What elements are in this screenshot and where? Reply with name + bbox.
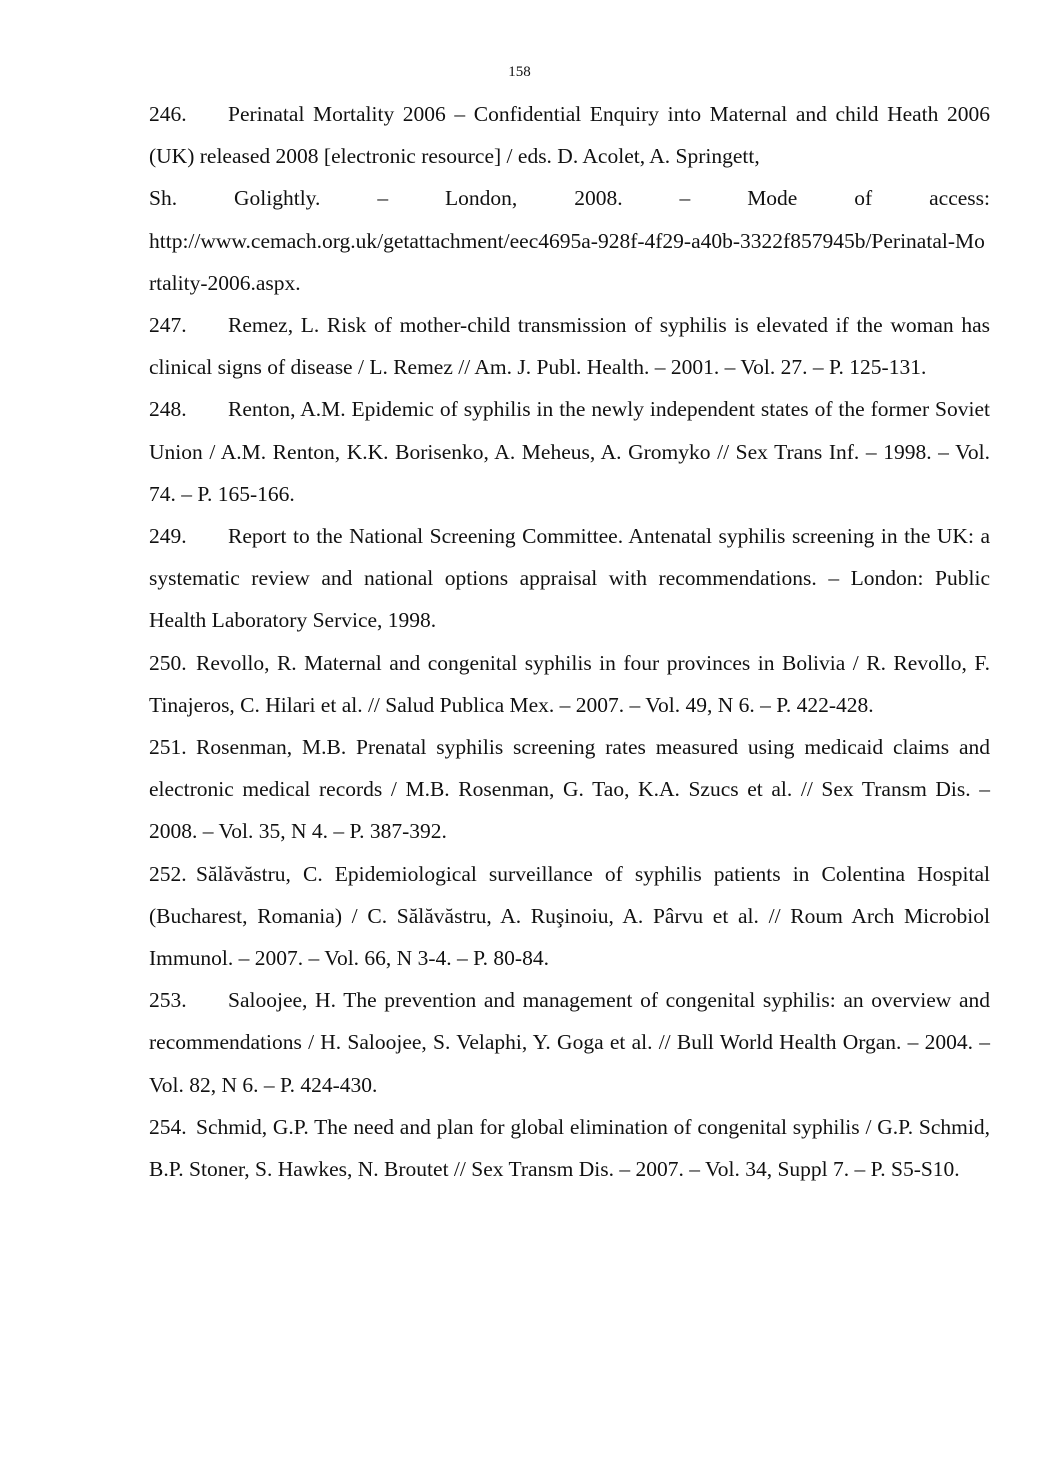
reference-item-254 bbox=[149, 1106, 990, 1190]
reference-text: Schmid, G.P. The need and plan for global elimination of congenital syphilis / G.P. Schmid, B.P. Stoner, S. Hawkes, N. Broutet // Sex Transm Dis. – 2007. – Vol. 34, Suppl 7. – P. S5-S10. bbox=[149, 1114, 990, 1182]
reference-item-248 bbox=[149, 388, 990, 515]
reference-text-spread-line: Sh. Golightly. – London, 2008. – Mode of access: bbox=[149, 186, 990, 211]
reference-item-246 bbox=[149, 93, 990, 304]
reference-number: 250. bbox=[149, 650, 187, 675]
reference-text: Rosenman, M.B. Prenatal syphilis screening rates measured using medicaid claims and electronic medical records / M.B. Rosenman, G. Tao, K.A. Szucs et al. // Sex Transm Dis. – 2008. – Vol. 35, N 4. – P. 387-392. bbox=[149, 735, 990, 844]
reference-number: 251. bbox=[149, 735, 187, 760]
reference-list bbox=[149, 93, 990, 1190]
reference-number: 248. bbox=[149, 397, 187, 422]
reference-text: Revollo, R. Maternal and congenital syphilis in four provinces in Bolivia / R. Revollo, F. Tinajeros, C. Hilari et al. // Salud Publica Mex. – 2007. – Vol. 49, N 6. – P. 422-428. bbox=[149, 650, 990, 717]
reference-item-249 bbox=[149, 515, 990, 642]
reference-item-253 bbox=[149, 979, 990, 1106]
page-number: 158 bbox=[508, 64, 531, 80]
reference-item-247 bbox=[149, 304, 990, 388]
reference-text: Remez, L. Risk of mother-child transmission of syphilis is elevated if the woman has clinical signs of disease / L. Remez // Am. J. Publ. Health. – 2001. – Vol. 27. – P. 125-131. bbox=[149, 313, 990, 380]
reference-url[interactable]: http://www.cemach.org.uk/getattachment/eec4695a-928f-4f29-a40b-3322f857945b/Perinatal-Mortality-2006.aspx. bbox=[149, 228, 985, 295]
reference-number: 246. bbox=[149, 102, 187, 126]
reference-text: Perinatal Mortality 2006 – Confidential Enquiry into Maternal and child Heath 2006 (UK) released 2008 [electronic resource] / eds. D. Acolet, A. Springett, bbox=[149, 102, 990, 169]
reference-number: 247. bbox=[149, 313, 187, 338]
reference-text: Renton, A.M. Epidemic of syphilis in the newly independent states of the former Soviet Union / A.M. Renton, K.K. Borisenko, A. Meheus, A. Gromyko // Sex Trans Inf. – 1998. – Vol. 74. – P. 165-166. bbox=[149, 397, 990, 506]
reference-item-251 bbox=[149, 726, 990, 853]
reference-number: 253. bbox=[149, 988, 187, 1013]
reference-text: Saloojee, H. The prevention and management of congenital syphilis: an overview and recommendations / H. Saloojee, S. Velaphi, Y. Goga et al. // Bull World Health Organ. – 2004. – Vol. 82, N 6. – P. 424-430. bbox=[149, 988, 990, 1097]
reference-text: Sălăvăstru, C. Epidemiological surveillance of syphilis patients in Colentina Hospital (Bucharest, Romania) / C. Sălăvăstru, A. Ruşinoiu, A. Pârvu et al. // Roum Arch Microbiol Immunol. – 2007. – Vol. 66, N 3-4. – P. 80-84. bbox=[149, 861, 990, 971]
reference-number: 252. bbox=[149, 861, 187, 886]
reference-item-250 bbox=[149, 642, 990, 726]
reference-number: 254. bbox=[149, 1114, 187, 1139]
reference-number: 249. bbox=[149, 524, 187, 549]
reference-item-252 bbox=[149, 853, 990, 980]
reference-text: Report to the National Screening Committee. Antenatal syphilis screening in the UK: a systematic review and national options appraisal with recommendations. – London: Public Health Laboratory Service, 1998. bbox=[149, 524, 990, 633]
